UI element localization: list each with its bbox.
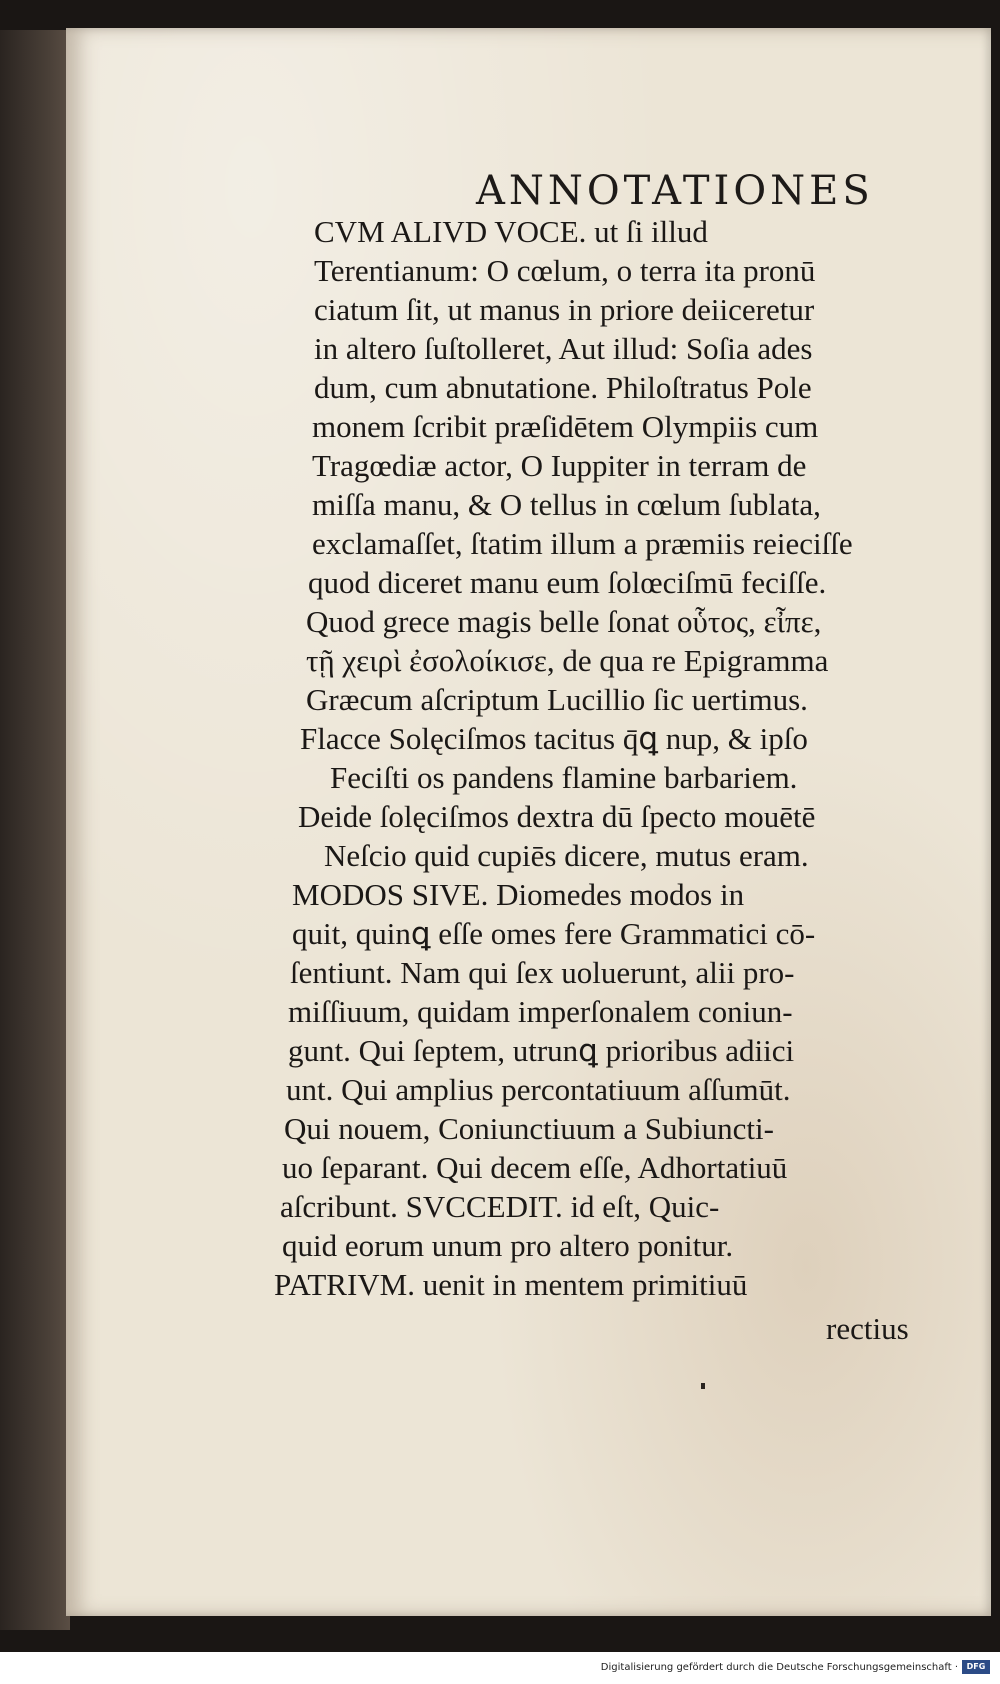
- text-line: Neſcio quid cupiēs dicere, mutus eram.: [324, 838, 809, 873]
- text-line: Græcum aſcriptum Lucillio ſic uertimus.: [306, 682, 808, 717]
- text-line: ciatum ſit, ut manus in priore deiiceretur: [314, 292, 815, 327]
- text-line: Tragœdiæ actor, O Iuppiter in terram de: [312, 448, 807, 483]
- text-line: quid eorum unum pro altero ponitur.: [282, 1228, 734, 1263]
- text-line: gunt. Qui ſeptem, utrunꝗ prioribus adiici: [288, 1033, 795, 1068]
- text-line: Flacce Solęciſmos tacitus q̄ꝗ nup, & ipſo: [300, 721, 808, 756]
- page-heading: ANNOTATIONES: [476, 168, 874, 214]
- text-line: exclamaſſet, ſtatim illum a præmiis reieciſſe: [312, 526, 853, 561]
- ink-speck: [701, 1383, 705, 1389]
- text-line: aſcribunt. SVCCEDIT. id eſt, Quic-: [280, 1189, 720, 1224]
- book-page: [66, 28, 991, 1616]
- text-line: dum, cum abnutatione. Philoſtratus Pole: [314, 370, 812, 405]
- text-line: monem ſcribit præſidētem Olympiis cum: [312, 409, 819, 444]
- text-line: Terentianum: O cœlum, o terra ita pronū: [314, 253, 816, 288]
- text-line: τῇ χειρὶ ἐσολοίκισε, de qua re Epigramma: [306, 643, 829, 678]
- dfg-logo: DFG: [962, 1660, 990, 1674]
- text-line: miſſiuum, quidam imperſonalem coniun-: [288, 994, 793, 1029]
- text-line: in altero ſuſtolleret, Aut illud: Soſia ades: [314, 331, 813, 366]
- text-line: uo ſeparant. Qui decem eſſe, Adhortatiuū: [282, 1150, 788, 1185]
- funding-credit: Digitalisierung gefördert durch die Deutsche Forschungsgemeinschaft ·: [600, 1662, 958, 1673]
- text-line: Feciſti os pandens flamine barbariem.: [330, 760, 798, 795]
- text-line: PATRIVM. uenit in mentem primitiuū: [274, 1267, 748, 1302]
- text-line: Qui nouem, Coniunctiuum a Subiuncti-: [284, 1111, 774, 1146]
- catchword: rectius: [826, 1311, 909, 1346]
- text-line: ſentiunt. Nam qui ſex uoluerunt, alii pro-: [290, 955, 795, 990]
- text-line: CVM ALIVD VOCE. ut ſi illud: [314, 214, 708, 249]
- text-line: Deide ſolęciſmos dextra dū ſpecto mouētē: [298, 799, 816, 834]
- footer: [0, 1652, 1000, 1684]
- text-line: quod diceret manu eum ſolœciſmū feciſſe.: [308, 565, 827, 600]
- text-line: unt. Qui amplius percontatiuum aſſumūt.: [286, 1072, 791, 1107]
- text-line: Quod grece magis belle ſonat οὗτος, εἶπε,: [306, 604, 822, 639]
- binding-edge: [0, 30, 70, 1630]
- text-line: MODOS SIVE. Diomedes modos in: [292, 877, 745, 912]
- text-line: quit, quinꝗ eſſe omes fere Grammatici cō-: [292, 916, 816, 951]
- text-line: miſſa manu, & O tellus in cœlum ſublata,: [312, 487, 821, 522]
